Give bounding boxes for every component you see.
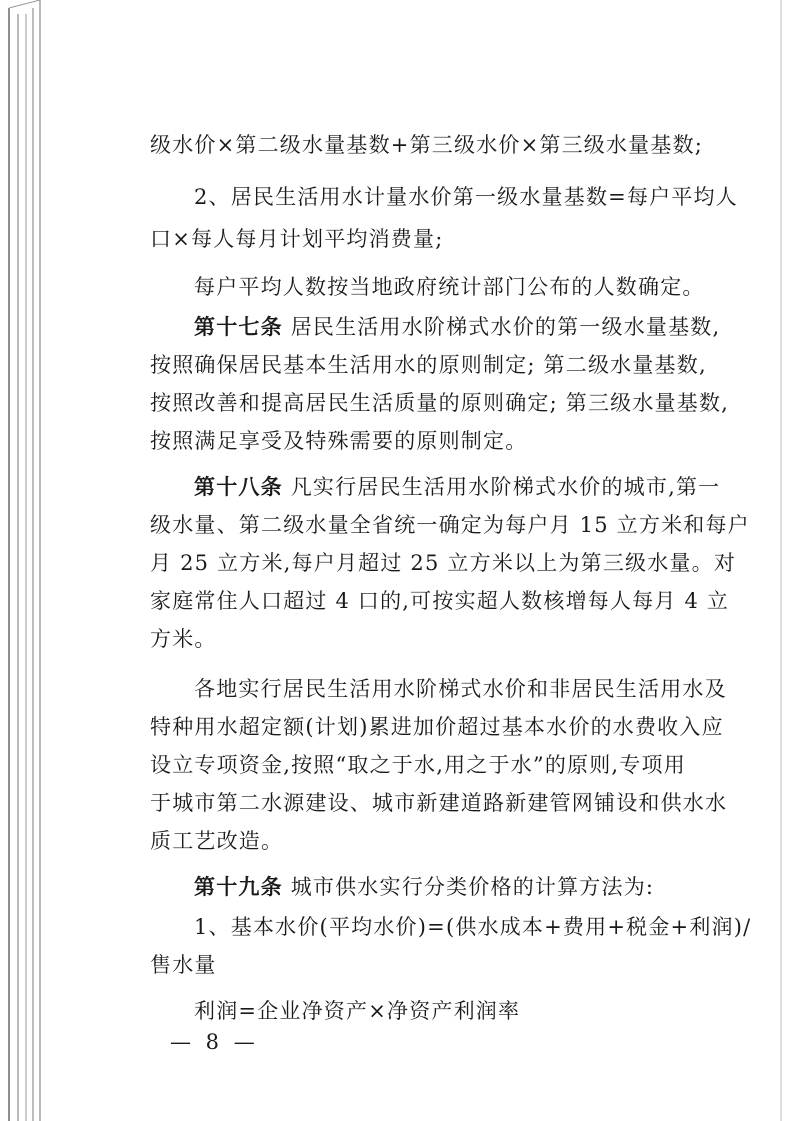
text-line: 凡实行居民生活用水阶梯式水价的城市,第一 (290, 475, 721, 499)
article-19-heading: 第十九条 (194, 874, 283, 899)
text-line: 售水量 (150, 953, 217, 977)
text-line: 质工艺改造。 (150, 829, 284, 853)
text-line: 家庭常住人口超过 4 口的,可按实超人数核增每人每月 4 立 (150, 589, 730, 613)
text-line: 月 25 立方米,每户月超过 25 立方米以上为第三级水量。对 (150, 551, 737, 575)
article-18-heading: 第十八条 (194, 474, 283, 499)
text-line: 特种用水超定额(计划)累进加价超过基本水价的水费收入应 (150, 715, 724, 739)
text-line: 每户平均人数按当地政府统计部门公布的人数确定。 (194, 275, 705, 299)
text-line: 利润=企业净资产×净资产利润率 (194, 999, 521, 1023)
text-line: 居民生活用水阶梯式水价的第一级水量基数, (290, 315, 721, 339)
text-line: 口×每人每月计划平均消费量; (150, 227, 444, 251)
text-line: 按照满足享受及特殊需要的原则制定。 (150, 429, 528, 453)
article-19-line (150, 872, 654, 902)
text-line: 方米。 (150, 627, 217, 651)
article-17-heading: 第十七条 (194, 314, 283, 339)
text-line: 于城市第二水源建设、城市新建道路新建管网铺设和供水水 (150, 791, 728, 815)
text-line: 按照确保居民基本生活用水的原则制定; 第二级水量基数, (150, 353, 707, 377)
text-line: 2、居民生活用水计量水价第一级水量基数=每户平均人 (194, 185, 738, 209)
text-line: 设立专项资金,按照“取之于水,用之于水”的原则,专项用 (150, 753, 686, 777)
text-line: 各地实行居民生活用水阶梯式水价和非居民生活用水及 (194, 677, 727, 701)
text-line: 1、基本水价(平均水价)=(供水成本+费用+税金+利润)/ (194, 915, 752, 939)
text-line: 城市供水实行分类价格的计算方法为: (290, 875, 655, 899)
text-line: 级水量、第二级水量全省统一确定为每户月 15 立方米和每户 (150, 513, 750, 537)
text-line: 按照改善和提高居民生活质量的原则确定; 第三级水量基数, (150, 391, 730, 415)
article-17-line (150, 312, 720, 342)
text-line: 级水价×第二级水量基数+第三级水价×第三级水量基数; (150, 133, 704, 157)
article-18-line (150, 472, 720, 502)
page-number: — 8 — (170, 1030, 259, 1054)
